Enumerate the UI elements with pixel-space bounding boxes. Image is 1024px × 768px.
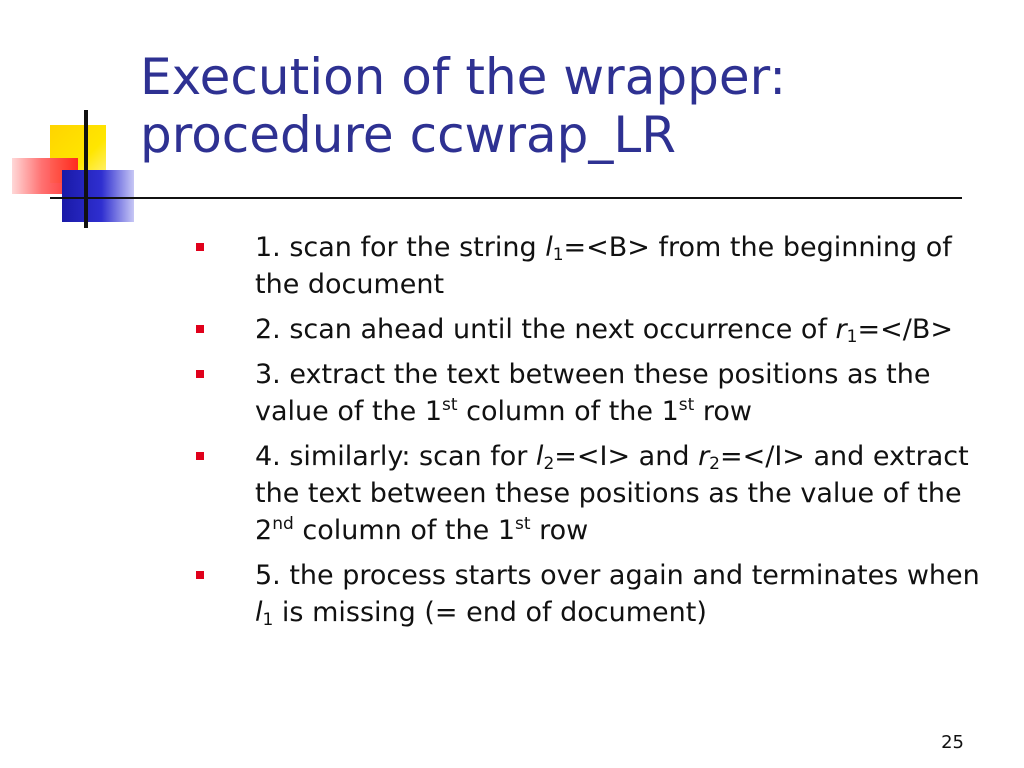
bullet-square-icon	[196, 452, 204, 460]
bullet-item	[196, 356, 996, 430]
bullet-text: column of the 1	[457, 396, 679, 427]
bullet-text: =<I> and	[554, 441, 699, 472]
bullet-item	[196, 438, 996, 549]
bullet-list	[196, 229, 996, 639]
ordinal-suffix: nd	[272, 514, 294, 534]
bullet-text: 3. extract the text between these positions as the value of the 1	[255, 359, 931, 427]
bullet-text: 4. similarly: scan for	[255, 441, 536, 472]
bullet-item	[196, 311, 996, 348]
logo-blue-square	[62, 170, 134, 222]
title-line-1: Execution of the wrapper:	[140, 48, 787, 106]
bullet-text: is missing (= end of document)	[273, 597, 707, 628]
ordinal-suffix: st	[515, 514, 531, 534]
variable-subscript: 1	[262, 610, 274, 630]
variable-name: r	[835, 314, 847, 345]
slide-title	[140, 48, 1000, 164]
ordinal-suffix: st	[678, 395, 695, 415]
bullet-square-icon	[196, 325, 204, 333]
bullet-square-icon	[196, 370, 204, 378]
variable-name: l	[535, 441, 544, 472]
logo-vertical-line	[84, 110, 88, 228]
bullet-item	[196, 229, 996, 303]
bullet-text: row	[694, 396, 753, 427]
title-underline	[50, 197, 962, 199]
title-line-2: procedure ccwrap_LR	[140, 106, 676, 164]
bullet-text: column of the 1	[293, 515, 515, 546]
variable-subscript: 1	[552, 245, 564, 265]
bullet-text: =</B>	[857, 314, 953, 345]
page-number: 25	[941, 732, 964, 753]
variable-name: r	[698, 441, 710, 472]
variable-name: l	[255, 597, 263, 628]
variable-subscript: 2	[543, 454, 555, 474]
bullet-text: 5. the process starts over again and terminates when	[255, 560, 980, 591]
bullet-text: 2. scan ahead until the next occurrence of	[255, 314, 836, 345]
bullet-text: =<B> from the beginning of the document	[255, 232, 952, 300]
bullet-square-icon	[196, 571, 204, 579]
bullet-text: 1. scan for the string	[255, 232, 546, 263]
variable-name: l	[545, 232, 553, 263]
bullet-text: row	[530, 515, 589, 546]
ordinal-suffix: st	[442, 395, 458, 415]
bullet-item	[196, 557, 996, 631]
bullet-text: =</I> and extract the text between these positions as the value of the 2	[255, 441, 969, 546]
variable-subscript: 2	[709, 454, 720, 474]
variable-subscript: 1	[846, 327, 858, 347]
bullet-square-icon	[196, 243, 204, 251]
